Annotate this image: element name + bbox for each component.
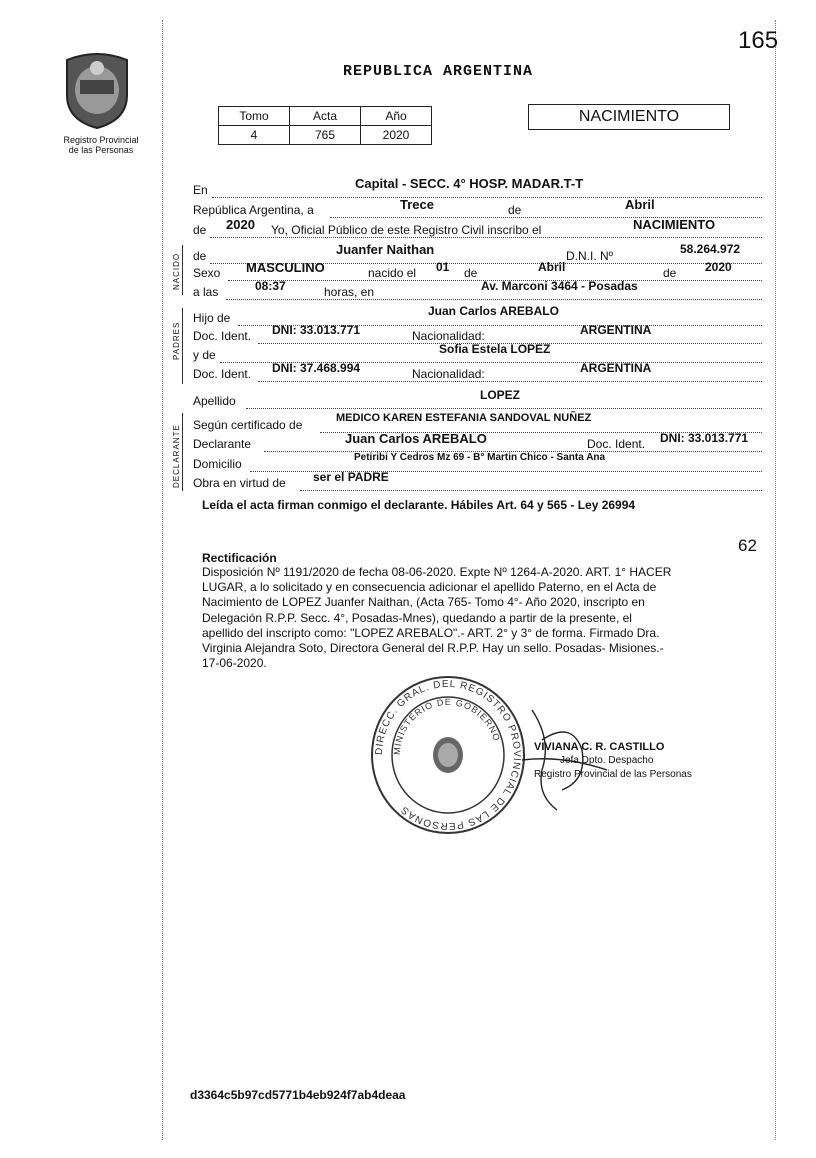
label-doc3: Doc. Ident. [587, 437, 646, 451]
table-header: Acta [290, 107, 361, 126]
value-sexo: MASCULINO [246, 260, 325, 275]
province-shield-icon [62, 50, 132, 130]
value-mes: Abril [625, 197, 655, 212]
value-padre: Juan Carlos AREBALO [428, 304, 559, 318]
table-cell: 4 [219, 126, 290, 145]
table-cell: 765 [290, 126, 361, 145]
document-hash: d3364c5b97cd5771b4eb924f7ab4deaa [190, 1088, 406, 1102]
rectificacion-line: Delegación R.P.P. Secc. 4°, Posadas-Mnes), quedando a partir de la presente, el [202, 610, 632, 625]
label-y-de: y de [193, 348, 216, 362]
value-madre-nac: ARGENTINA [580, 361, 652, 375]
value-tipo: NACIMIENTO [633, 217, 716, 232]
value-domicilio: Petiribi Y Cedros Mz 69 - B° Martin Chico - Santa Ana [354, 452, 606, 463]
value-declarante-doc: DNI: 33.013.771 [660, 431, 749, 445]
label-sexo: Sexo [193, 266, 221, 280]
value-anio-nac: 2020 [705, 260, 732, 274]
label-dni: D.N.I. Nº [566, 249, 614, 263]
label-yo: Yo, Oficial Público de este Registro Civil inscribo el [271, 223, 542, 237]
table-header: Tomo [219, 107, 290, 126]
logo-caption-line1: Registro Provincial [63, 135, 139, 145]
document-title: REPUBLICA ARGENTINA [343, 63, 534, 80]
seal-inner-text: MINISTERIO DE GOBIERNO [391, 696, 503, 756]
value-mes-nac: Abril [538, 260, 566, 274]
label-de-name: de [193, 249, 207, 263]
value-apellido: LOPEZ [480, 388, 521, 402]
value-madre-doc: DNI: 37.468.994 [272, 361, 361, 375]
signature-office: Registro Provincial de las Personas [534, 769, 692, 780]
side-label-padres: PADRES [172, 321, 181, 360]
label-a-las: a las [193, 285, 219, 299]
label-nacido: nacido el [368, 266, 417, 280]
page-number: 165 [738, 27, 779, 54]
seal-outer-text: DIRECC. GRAL. DEL REGISTRO PROVINCIAL DE LAS PERSONAS [373, 678, 523, 832]
province-logo [62, 50, 132, 130]
value-padre-doc: DNI: 33.013.771 [272, 323, 361, 337]
logo-caption-line2: de las Personas [68, 145, 134, 155]
label-de-day: de [464, 266, 478, 280]
rectificacion-heading: Rectificación [202, 551, 277, 565]
label-nac2: Nacionalidad: [412, 367, 485, 381]
record-table [218, 106, 432, 145]
rectificacion-line: apellido del inscripto como: "LOPEZ AREBALO".- ART. 2° y 3° de forma. Firmado Dra. [202, 625, 660, 640]
signature-block [534, 740, 692, 782]
label-segun: Según certificado de [193, 418, 303, 432]
label-doc1: Doc. Ident. [193, 329, 252, 343]
label-de: de [508, 203, 522, 217]
table-header: Año [361, 107, 432, 126]
value-padre-nac: ARGENTINA [580, 323, 652, 337]
table-cell: 2020 [361, 126, 432, 145]
label-de-year: de [663, 266, 677, 280]
closing-statement: Leída el acta firman conmigo el declarante. Hábiles Art. 64 y 565 - Ley 26994 [202, 498, 636, 512]
official-seal-stamp [368, 674, 528, 836]
seal-icon [368, 674, 528, 836]
label-doc2: Doc. Ident. [193, 367, 252, 381]
value-nombre: Juanfer Naithan [336, 242, 435, 257]
value-declarante: Juan Carlos AREBALO [345, 431, 487, 446]
label-hijo: Hijo de [193, 311, 231, 325]
label-nac1: Nacionalidad: [412, 329, 485, 343]
value-madre: Sofia Estela LOPEZ [439, 342, 551, 356]
rectificacion-line: LUGAR, a lo solicitado y en consecuencia adicionar el apellido Paterno, en el Acta de [202, 580, 657, 595]
side-label-declarante: DECLARANTE [172, 424, 181, 488]
side-label-nacido: NACIDO [172, 252, 181, 290]
value-dia: 01 [436, 260, 450, 274]
signature-name: VIVIANA C. R. CASTILLO [534, 741, 665, 753]
value-dni: 58.264.972 [680, 242, 741, 256]
label-de2: de [193, 223, 207, 237]
label-en: En [193, 183, 208, 197]
left-margin-line [162, 20, 163, 1140]
label-horas: horas, en [324, 285, 375, 299]
value-obra: ser el PADRE [313, 470, 389, 484]
right-margin-line [775, 20, 776, 1140]
rectificacion-body [202, 565, 762, 671]
value-certificado: MEDICO KAREN ESTEFANIA SANDOVAL NUÑEZ [336, 412, 592, 424]
label-republica: República Argentina, a [193, 203, 314, 217]
signature-title: Jefa Dpto. Despacho [560, 755, 654, 766]
rectificacion-line: Virginia Alejandra Soto, Directora General del R.P.P. Hay un sello. Posadas- Misiones.- [202, 641, 664, 656]
rectificacion-number: 62 [738, 536, 757, 555]
label-domicilio: Domicilio [193, 457, 242, 471]
record-type-box: NACIMIENTO [528, 104, 730, 130]
rectificacion-line: Nacimiento de LOPEZ Juanfer Naithan, (Acta 765- Tomo 4°- Año 2020, inscripto en [202, 595, 645, 610]
logo-caption [56, 135, 146, 155]
value-lugar: Capital - SECC. 4° HOSP. MADAR.T-T [355, 176, 584, 191]
rectificacion-line: Disposición Nº 1191/2020 de fecha 08-06-2020. Expte Nº 1264-A-2020. ART. 1° HACER [202, 565, 672, 579]
value-hora: 08:37 [255, 279, 286, 293]
label-apellido: Apellido [193, 394, 236, 408]
value-anio: 2020 [226, 217, 255, 232]
value-dia-texto: Trece [400, 197, 434, 212]
value-lugar-nac: Av. Marconi 3464 - Posadas [481, 279, 638, 293]
rectificacion-line: 17-06-2020. [202, 656, 267, 671]
label-declarante: Declarante [193, 437, 252, 451]
label-obra: Obra en virtud de [193, 476, 286, 490]
